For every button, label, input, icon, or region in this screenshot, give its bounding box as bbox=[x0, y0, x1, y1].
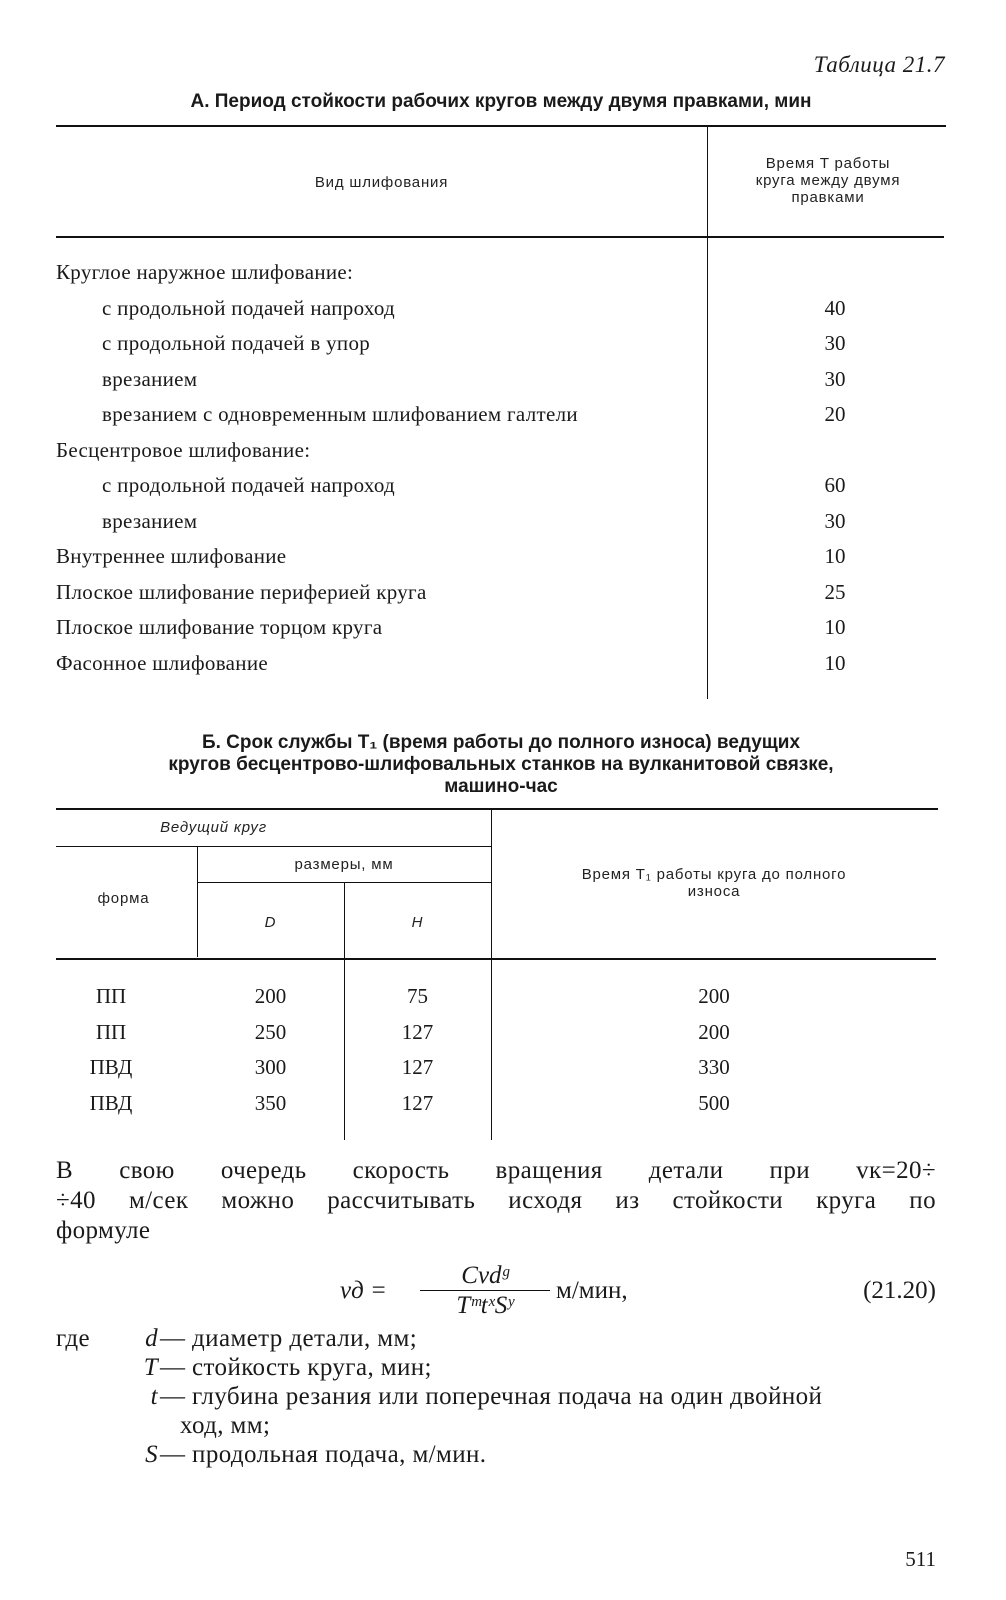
table-b-cell-d: 200 bbox=[254, 984, 287, 1008]
time-header-line-2: износа bbox=[687, 883, 741, 900]
definition-text: ход, мм; bbox=[180, 1412, 271, 1439]
table-a-row-value: 40 bbox=[824, 295, 846, 320]
table-b-cell-d: 350 bbox=[254, 1090, 287, 1115]
definition-text: — стойкость круга, мин; bbox=[160, 1354, 432, 1381]
col2-header-line-3: правками bbox=[791, 189, 865, 206]
table-b-group-rule bbox=[56, 846, 491, 847]
table-a-row-label: врезанием с одновременным шлифованием галтели bbox=[102, 402, 578, 426]
table-b-cell-form: ПВД bbox=[89, 1055, 133, 1079]
table-a-column-divider bbox=[707, 127, 708, 699]
table-b-cell-time: 330 bbox=[698, 1055, 730, 1079]
definition-prefix: где bbox=[56, 1325, 91, 1352]
formula-numerator: Cvdᵍ bbox=[420, 1262, 550, 1291]
table-b-form-header: форма bbox=[97, 890, 150, 907]
table-a-row-label: врезанием bbox=[102, 508, 198, 533]
definition-symbol: S bbox=[145, 1441, 158, 1468]
body-paragraph bbox=[56, 1156, 936, 1246]
table-b-group-header: Ведущий круг bbox=[160, 819, 267, 836]
table-b-d-header: D bbox=[264, 914, 277, 931]
col2-header-line-2: круга между двумя bbox=[755, 172, 901, 189]
table-a-row-label: Круглое наружное шлифование: bbox=[56, 260, 354, 284]
paragraph-line-1: В свою очередь скорость вращения детали при vк=20÷ bbox=[56, 1157, 936, 1184]
section-b-caption-line-2: кругов бесцентрово-шлифовальных станков на вулканитовой связке, bbox=[168, 754, 834, 775]
section-b-caption-line-1: Б. Срок службы T₁ (время работы до полного износа) ведущих bbox=[201, 732, 801, 753]
table-b-cell-time: 200 bbox=[698, 1019, 730, 1044]
table-b-cell-h: 127 bbox=[401, 1090, 434, 1115]
table-b-top-rule bbox=[56, 808, 938, 810]
table-b-sizes-header: размеры, мм bbox=[294, 856, 394, 873]
formula-number: (21.20) bbox=[863, 1277, 936, 1304]
table-a-row-label: с продольной подачей напроход bbox=[102, 473, 396, 497]
time-header-line-1: Время T₁ работы круга до полного bbox=[581, 866, 847, 883]
definition-symbol: T bbox=[143, 1354, 158, 1381]
section-b-caption bbox=[56, 732, 946, 798]
table-b-h-header: H bbox=[411, 914, 424, 931]
table-a-row-value: 10 bbox=[824, 650, 846, 675]
table-b-cell-h: 127 bbox=[401, 1055, 434, 1079]
table-b-cell-h: 75 bbox=[407, 984, 428, 1008]
section-b-caption-line-3: машино-час bbox=[444, 776, 558, 797]
table-a-row-label: Плоское шлифование периферией круга bbox=[56, 579, 427, 604]
table-a-row-value: 25 bbox=[824, 579, 846, 604]
table-b-header-rule bbox=[56, 958, 936, 960]
table-b-cell-time: 200 bbox=[698, 984, 730, 1008]
formula-denominator: TᵐtˣSʸ bbox=[456, 1292, 514, 1319]
table-b-cell-h: 127 bbox=[401, 1019, 434, 1044]
table-a-top-rule bbox=[56, 125, 946, 127]
table-a-row-label: врезанием bbox=[102, 366, 198, 391]
table-a-row-label: с продольной подачей в упор bbox=[102, 331, 371, 355]
table-b-cell-time: 500 bbox=[698, 1090, 730, 1115]
table-b-time-header bbox=[492, 866, 936, 900]
table-a-row-value: 30 bbox=[824, 366, 846, 391]
table-b-cell-form: ПП bbox=[95, 984, 127, 1008]
col2-header-line-1: Время T работы bbox=[765, 155, 891, 172]
definition-text: — продольная подача, м/мин. bbox=[160, 1441, 487, 1468]
table-a-row-value: 30 bbox=[824, 508, 846, 533]
table-a-row-value: 30 bbox=[824, 331, 846, 355]
definition-text: — диаметр детали, мм; bbox=[160, 1325, 418, 1352]
table-b-cell-form: ПП bbox=[95, 1019, 127, 1044]
table-a-row-label: Внутреннее шлифование bbox=[56, 544, 287, 568]
definition-symbol: t bbox=[150, 1383, 158, 1410]
formula-unit: м/мин, bbox=[556, 1277, 628, 1304]
table-b-cell-d: 250 bbox=[254, 1019, 287, 1044]
formula-lhs: vд = bbox=[340, 1277, 387, 1304]
table-a-row-label: Бесцентровое шлифование: bbox=[56, 437, 311, 462]
paragraph-line-3: формуле bbox=[56, 1217, 151, 1244]
table-a-col2-header bbox=[710, 155, 946, 206]
table-a-row-label: Плоское шлифование торцом круга bbox=[56, 615, 383, 639]
formula-fraction bbox=[420, 1262, 550, 1321]
table-a-row-label: с продольной подачей напроход bbox=[102, 295, 396, 320]
table-a-col1-header: Вид шлифования bbox=[314, 174, 449, 191]
table-b-cell-d: 300 bbox=[254, 1055, 287, 1079]
table-b-cell-form: ПВД bbox=[89, 1090, 133, 1115]
section-a-caption: А. Период стойкости рабочих кругов между двумя правками, мин bbox=[190, 91, 812, 112]
definition-symbol: d bbox=[145, 1325, 158, 1352]
table-a-row-value: 10 bbox=[824, 615, 846, 639]
table-a-header-rule bbox=[56, 236, 944, 238]
table-a-row-value: 20 bbox=[824, 402, 846, 426]
table-a-row-value: 60 bbox=[824, 473, 846, 497]
table-a-row-value: 10 bbox=[824, 544, 846, 568]
paragraph-line-2: ÷40 м/сек можно рассчитывать исходя из стойкости круга по bbox=[56, 1187, 936, 1214]
table-number: Таблица 21.7 bbox=[813, 52, 945, 77]
formula bbox=[340, 1262, 640, 1324]
definition-text: — глубина резания или поперечная подача на один двойной bbox=[160, 1383, 823, 1410]
page-number: 511 bbox=[905, 1547, 936, 1571]
table-a-row-label: Фасонное шлифование bbox=[56, 650, 268, 675]
